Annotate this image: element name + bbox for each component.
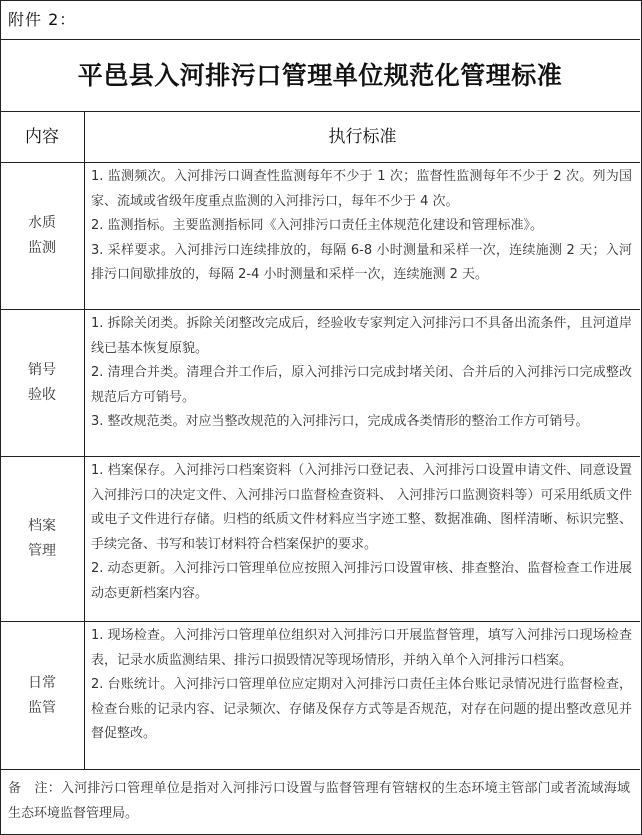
table-header-row (0, 112, 640, 163)
standard-item: 2. 清理合并类。清理合并工作后，原入河排污口完成封堵关闭、合并后的入河排污口完成整改规范后方可销号。 (91, 365, 632, 405)
row-content-archive (85, 457, 640, 606)
row-label-line2: 监测 (28, 240, 56, 256)
standard-item: 3. 采样要求。入河排污口连续排放的，每隔 6-8 小时测量和采样一次，连续施测 2 天；入河排污口间歇排放的，每隔 2-4 小时测量和采样一次，连续施测 2 天。 (91, 242, 632, 282)
table-row-supervision (0, 622, 640, 770)
row-label-line1: 日常 (28, 674, 56, 691)
row-label-line1: 水质 (28, 215, 56, 231)
row-label-water-quality (0, 163, 85, 309)
document-title: 平邑县入河排污口管理单位规范化管理标准 (0, 40, 640, 112)
standard-item: 3. 整改规范类。对应当整改规范的入河排污口，完成成各类情形的整治工作方可销号。 (91, 414, 589, 429)
row-content-supervision (85, 622, 640, 747)
row-label-acceptance (0, 310, 85, 456)
footnote: 备 注：入河排污口管理单位是指对入河排污口设置与监督管理有管辖权的生态环境主管部门或者流域海域生态环境监督管理局。 (8, 781, 630, 821)
standard-item: 2. 动态更新。入河排污口管理单位应按照入河排污口设置审核、排查整治、监督检查工作进展动态更新档案内容。 (91, 561, 632, 601)
header-standard-column: 执行标准 (328, 127, 397, 147)
standard-item: 1. 拆除关闭类。拆除关闭整改完成后，经验收专家判定入河排污口不具备出流条件，且河道岸线已基本恢复原貌。 (91, 316, 632, 356)
row-label-supervision (0, 622, 85, 769)
standard-item: 1. 档案保存。入河排污口档案资料（入河排污口登记表、入河排污口设置申请文件、同意设置入河排污口的决定文件、入河排污口监督检查资料、 入河排污口监测资料等）可采用纸质文件或电子文件进行存储。归档的纸质文件材料应当字迹工整、数据准确、图样清晰、标识完整、手续完备、书写和装订材料符合档案保护的要求。 (91, 463, 632, 552)
table-row-water-quality (0, 163, 640, 310)
standard-item: 2. 台账统计。入河排污口管理单位应定期对入河排污口责任主体台账记录情况进行监督检查，检查台账的记录内容、记录频次、存储及保存方式等是否规范，对存在问题的提出整改意见并督促整改。 (91, 677, 632, 741)
row-label-line2: 监管 (28, 699, 56, 716)
standard-item: 2. 监测指标。主要监测指标同《入河排污口责任主体规范化建设和管理标准》。 (91, 218, 544, 233)
row-label-line2: 验收 (28, 387, 56, 403)
row-content-water-quality (85, 163, 640, 288)
header-content-column: 内容 (0, 112, 85, 162)
row-label-line2: 管理 (28, 543, 56, 559)
row-label-line1: 档案 (28, 518, 56, 534)
attachment-label: 附件 2： (0, 0, 640, 40)
standard-item: 1. 监测频次。入河排污口调查性监测每年不少于 1 次；监督性监测每年不少于 2 次。列为国家、流域或省级年度重点监测的入河排污口，每年不少于 4 次。 (91, 169, 632, 209)
standard-item: 1. 现场检查。入河排污口管理单位组织对入河排污口开展监督管理，填写入河排污口现场检查表，记录水质监测结果、排污口损毁情况等现场情形，并纳入单个入河排污口档案。 (91, 628, 632, 668)
row-label-line1: 销号 (28, 362, 56, 378)
row-content-acceptance (85, 310, 640, 435)
table-row-acceptance (0, 310, 640, 457)
table-row-archive (0, 457, 640, 622)
row-label-archive (0, 457, 85, 621)
